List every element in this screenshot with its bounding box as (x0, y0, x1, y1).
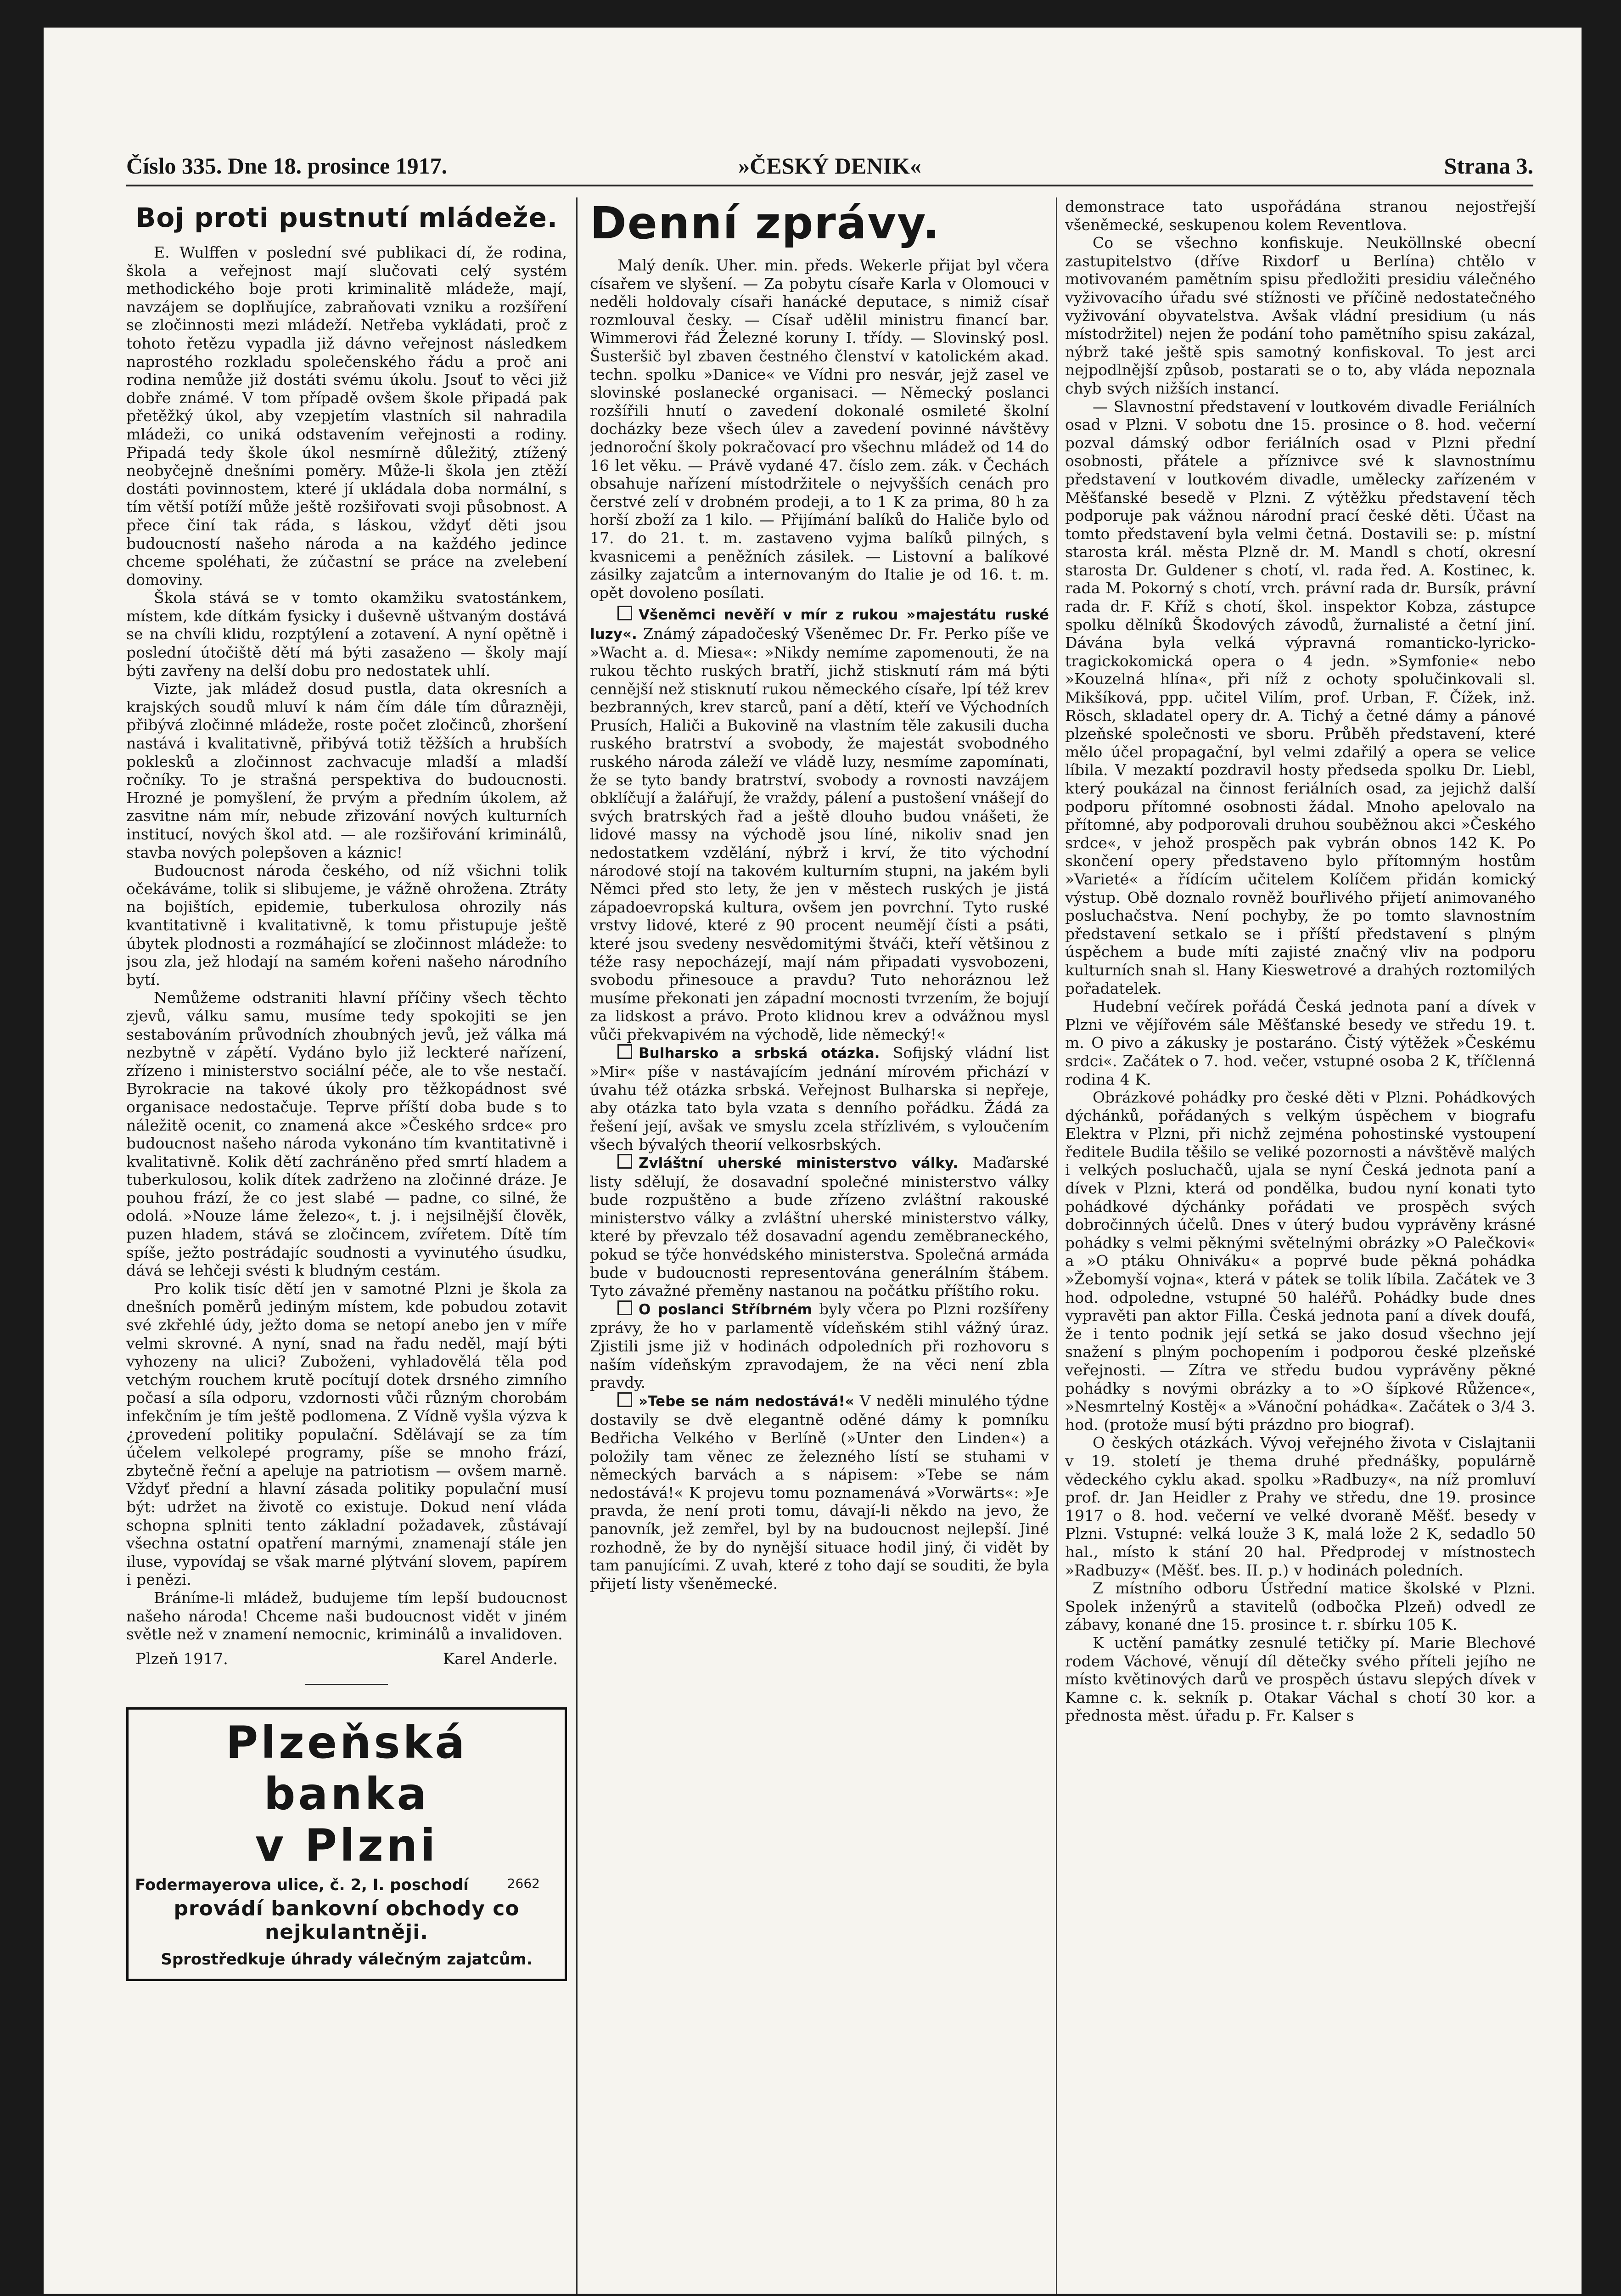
news-item (590, 605, 1049, 1043)
square-bullet-icon (617, 1044, 632, 1059)
news-item: Obrázkové pohádky pro české děti v Plzni. Pohádkových dýchánků, pořádaných s velkým úspěchem v biografu Elektra v Plzni, při nichž zejména pohostinské vystoupení ředitele Budila těšilo se veliké pozornosti a návštěvě malých i velkých posluchačů, ujala se nyní Česká jednota paní a dívek v Plzni, která od pondělka, budou nyní konati tyto pohádkové dýchánky pořádati ve prospěch svých dobročinných účelů. Dnes v úterý budou vyprávěny krásné pohádky s velmi pěknými světelnými obrázky »O Palečkovi« a »O ptáku Ohniváku« a poprvé bude pěkná pohádka »Žebomyší vojna«, která v pátek se tolik líbila. Začátek ve 3 hod. odpoledne, vstupné 50 haléřů. Pohádky bude dnes vypravěti pan aktor Filla. Česká jednota paní a dívek doufá, že i tento podnik její setká se jako dosud všechno její snažení s plným pochopením i podporou české plzeňské veřejnosti. — Zítra ve středu budou vyprávěny pěkné pohádky s novými obrázky a to »O šípkové Růžence«, »Nesmrtelný Kostěj« a »Vánoční pohádka«. Začátek o 3/4 3. hod. (protože musí býti prázdno pro biograf). (1065, 1088, 1536, 1434)
news-item: Malý deník. Uher. min. předs. Wekerle přijat byl včera císařem ve slyšení. — Za pobytu císaře Karla v Olomouci v neděli holdovaly císaři hanácké deputace, s nimiž císař rozmlouval česky. — Císař udělil ministru financí bar. Wimmerovi řád Železné koruny I. třídy. — Slovinský posl. Šusteršič byl zbaven čestného členství v katolickém akad. techn. spolku »Danice« ve Vídni pro nesvár, jejž zasel ve slovinské poslanecké organisaci. — Německý poslanci rozšířili hnutí o zavedení dokonalé osmileté školní docházky beze všech úlev a zavedení povinné návštěvy jednoroční školy pokračovací pro všechnu mládež od 14 do 16 let věku. — Právě vydané 47. číslo zem. zák. v Čechách obsahuje nařízení místodržitele o nejvyšších cenách pro čerstvé zelí v drobném prodeji, a to 1 K za prima, 80 h za horší zboží za 1 kilo. — Přijímání balíků do Haliče bylo od 17. do 21. t. m. zastaveno vyjma balíků pilných, s kvasnicemi a peněžních zásilek. — Listovní a balíkové zásilky zajatcům a internovaným do Italie je od 16. t. m. opět dovoleno posílati. (590, 256, 1049, 602)
ad-code: 2662 (507, 1875, 540, 1891)
news-item-text: Sofijský vládní list »Mir« píše v nastávajícím jednání mírovém přichází v úvahu též otázka srbská. Veřejnost Bulharska si nepřeje, aby otázka tato byla vzata s denního pořádku. Žádá za řešení její, avšak ve smyslu zcela střízlivém, s vyloučením všech bývalých theorií velkosrbských. (590, 1043, 1049, 1154)
section-title: Denní zprávy. (590, 197, 941, 249)
news-item-text: byly včera po Plzni rozšířeny zprávy, že ho v parlamentě vídeňském stihl vážný úraz. Zjistili jsme již v hodinách odpoledních při rozhovoru s naším vídeňským zpravodajem, že na věci není zbla pravdy. (590, 1300, 1049, 1392)
news-item: O českých otázkách. Vývoj veřejného života v Cislajtanii v 19. století je thema druhé přednášky, populárně vědeckého cyklu akad. spolku »Radbuzy«, na níž promluví prof. dr. Jan Heidler z Prahy ve středu, dne 19. prosince 1917 o 8. hod. večerní ve velké dvoraně Měšť. besedy v Plzni. Vstupné: velká louže 3 K, malá lože 2 K, sedadlo 50 hal., místo k stání 20 hal. Předprodej v místnostech »Radbuzy« (Měšť. bes. II. p.) v hodinách poledních. (1065, 1434, 1536, 1579)
column-divider (1056, 197, 1057, 2294)
ad-bank-city: v Plzni (255, 1819, 438, 1871)
article-paragraph: Pro kolik tisíc dětí jen v samotné Plzni je škola za dnešních poměrů jediným místem, kde pobudou zotavit své zkřehlé údy, ježto doma se netopí anebo jen v míře velmi skrovné. A nyní, snad na řadu neděl, mají býti vyhozeny na ulici? Zuboženi, vyhladovělá těla pod vetchým rouchem krutě pocítují dotek drsného zimního počasí a síla odporu, vzdornosti vůči různým chorobám infekčním je tím ještě podlomena. Z Vídně vyšla výzva k ¿provedení politiky populační. Sdělávají se za tím účelem velkolepé programy, píše se mnoho frází, zbytečně řeční a apeluje na patriotism — ovšem marně. Vždyť přední a hlavní zásada politiky populační musí být: udržet na životě co existuje. Dokud není vláda schopna splniti tento základní požadavek, zůstávají všechna ostatní opatření marnými, znamenají stále jen iluse, vypovídaj se však marné plýtvání slovem, papírem i penězi. (126, 1279, 567, 1589)
page-number: Strana 3. (1444, 153, 1533, 179)
newspaper-title: »ČESKÝ DENIK« (738, 153, 921, 179)
article-paragraph: Škola stává se v tomto okamžiku svatostánkem, místem, kde dítkám fysicky i duševně uštvaným dostává se na chvíli klidu, rozptýlení a zotavení. A nyní opětně i poslední útočiště dětí má býti zasaženo — školy mají býti zavřeny na delší dobu pro nedostatek uhlí. (126, 589, 567, 680)
newspaper-page (44, 28, 1582, 2294)
square-bullet-icon (617, 606, 632, 620)
article-paragraph: Nemůžeme odstraniti hlavní příčiny všech těchto zjevů, válku samu, musíme tedy spokojiti se jen sestabováním průvodních zhoubných jevů, jež válka má nezbytně v zápětí. Vydáno bylo již leckteré nařízení, zřízeno i ministerstvo sociální péče, ale to vše nestačí. Byrokracie na takové úkoly pro těžkopádnost své organisace nedostačuje. Teprve příští doba bude s to náležitě ocenit, co znamená akce »Českého srdce« pro budoucnost našeho národa vykonáno tím kvantitativně i kvalitativně. Kolik dětí zachráněno před smrtí hladem a tuberkulosou, kolik dítek zadrženo na zločinné dráze. Je pouhou frází, že co jest slabé — padne, co silné, že odolá. »Nouze láme železo«, t. j. i nejsilnější člověk, puzen hladem, stává se zločincem, zvířetem. Dítě tím spíše, ježto postrádajíc soudnosti a vyvinutého úsudku, dává se lehčeji svésti k bludným cestám. (126, 989, 567, 1280)
news-item-text: Známý západočeský Všeněmec Dr. Fr. Perko píše ve »Wacht a. d. Miesa«: »Nikdy nemíme zapomenouti, že na rukou těchto ruských bratří, jichž stisknutí rám má býti cennější než stisknutí rukou německého císaře, lpí též krev bezbranných, krev starců, paní a dětí, kteří ve Východních Prusích, Haliči a Bukovině na vlastním těle zakusili ducha ruského bratrství a svobody, že majestát svobodného ruského národa záleží ve vládě luzy, nesmíme zapomínati, že se tyto bandy bratrství, svobody a rovnosti navzájem obklíčují a žalářují, že vraždy, pálení a pustošení vnášejí do svých bratrských řad a ještě dlouho budou vnášeti, že lidové massy na východě jsou líné, nikoliv snad jen nedostatkem vzdělání, nýbrž i krví, že tito východní národové stojí na takovém kulturním stupni, na jakém byli Němci před sto lety, že jen v městech ruských je jistá západoevropská kultura, ovšem jen povrchní. Tyto ruské vrstvy lidové, které z 90 procent neumějí čísti a psáti, které jsou svedeny nesvědomitými štváči, kteří většinou z téže rasy nepocházejí, mají nám připadati vysvobozeni, svobodu přinesouce a pravdu? Tuto nehoráznou lež musíme překonati jen západní mocnosti tvrzením, že bojují za lidskost a právo. Proto klidnou krev a odvážnou mysl vůči překvapivém na východě, lide německý!« (590, 624, 1049, 1043)
news-item: demonstrace tato uspořádána stranou nejostřejší všeněmecké, seskupenou kolem Reventlova. (1065, 197, 1536, 234)
page-header (126, 134, 1533, 186)
news-item (590, 1392, 1049, 1593)
news-item: Hudební večírek pořádá Česká jednota paní a dívek v Plzni ve vějířovém sále Měšťanské besedy ve středu 19. t. m. O pivo a zákusky je postaráno. Čistý výtěžek »Českému srdci«. Začátek o 7. hod. večer, vstupné osoba 2 K, tříčlenná rodina 4 K. (1065, 997, 1536, 1088)
square-bullet-icon (617, 1300, 632, 1315)
news-item (590, 1044, 1049, 1154)
separator (305, 1684, 388, 1685)
issue-info: Číslo 335. Dne 18. prosince 1917. (126, 153, 448, 179)
article-paragraph: Budoucnost národa českého, od níž všichni tolik očekáváme, tolik si slibujeme, je vážně ohrožena. Ztráty na bojištích, epidemie, tuberkulosa ohrozily nás kvantitativně i kvalitativně, k tomu přistupuje ještě úbytek plodnosti a rozmáhající se zločinnost mládeže: to jsou zla, jež hlodají na samém kořeni našeho národního bytí. (126, 861, 567, 989)
article-headline: Boj proti pustnutí mládeže. (135, 202, 558, 233)
article-paragraph: Vizte, jak mládež dosud pustla, data okresních a krajských soudů mluví k nám čím dále tím důrazněji, přibývá zločinné mládeže, roste počet zločinců, zhoršení nastává i kvalitativně, přibývá totiž těžších a hrubších poklesků a zločinnost zachvacuje mladší a mladší ročníky. To je strašná perspektiva do budoucnosti. Hrozné je pomyšlení, že prvým a předním úkolem, až zasvitne nám mír, nebude zřizování nových kulturních institucí, nových škol atd. — ale rozšiřování kriminálů, stavba nových polepšoven a káznic! (126, 680, 567, 861)
news-item: Co se všechno konfiskuje. Neuköllnské obecní zastupitelstvo (dříve Rixdorf u Berlína) chtělo v motivovaném pamětním spisu předložiti presidiu válečného vyživovacího úřadu své stížnosti ve příčině nedostatečného vyživování obyvatelstva. Avšak vládní presidium (u nás místodržitel) nejen že podání toho pamětního spisu zakázal, nýbrž také ještě spis samotný konfiskoval. To jest arci nejpodlnější způsob, postarati se o to, aby vláda nepoznala chyb svých nižších instancí. (1065, 234, 1536, 397)
news-item: — Slavnostní představení v loutkovém divadle Feriálních osad v Plzni. V sobotu dne 15. prosince o 8. hod. večerní pozval dámský odbor feriálních osad v Plzni přední osobnosti, přátele a příznivce své k slavnostnímu představení v loutkovém divadle, umělecky zařízeném v Měšťanské besedě v Plzni. Z výtěžku představení těch podporuje pak vážnou národní prací české děti. Účast na tomto představení byla velmi četná. Dostavili se: p. místní starosta král. města Plzně dr. M. Mandl s chotí, okresní starosta Dr. Guldener s chotí, vl. rada řed. A. Kostinec, k. rada M. Pokorný s chotí, vrch. právní rada dr. Bursík, právní rada dr. F. Kříž s chotí, škol. inspektor Kobza, zástupce spolku dělníků Škodových závodů, žurnalisté a četní jiní. Dávána byla velká výpravná romanticko-lyricko-tragickokomická opera o 4 jedn. »Symfonie« nebo »Kouzelná hlína«, při níž z ochoty spolučinkovali sl. Mikšíková, ppp. učitel Vilím, prof. Urban, F. Čížek, inž. Rösch, skladatel opery dr. A. Tichý a četné dámy a pánové plzeňské společnosti ve sboru. Průběh představení, které mělo účel propagační, byl velmi zdařilý a opera se velice líbila. V mezaktí pozdravil hosty předseda spolku Dr. Liebl, který poukázal na činnost feriálních osad, za jejichž další podporu přítomné osobnosti žádal. Mnoho apelovalo na přítomné, aby podporovali druhou souběžnou akci »Českého srdce«, v jehož prospěch pak vybrán obnos 142 K. Po skončení opery představeno bylo přítomným hostům »Varieté« a řídícím učitelem Kolíčem přidán komický výstup. Obě doznalo rovněž bouřlivého přijetí animovaného posluchačstva. Není pochyby, že po tomto slavnostním představení setkalo se i příští představení s plným úspěchem a bude míti zajisté značný vliv na podporu kulturních snah sl. Hany Kieswetrové a drahých roztomilých pořadatelek. (1065, 397, 1536, 997)
article-paragraph: Bráníme-li mládež, budujeme tím lepší budoucnost našeho národa! Chceme naši budoucnost vidět v jiném světle než v znamení nemocnic, kriminálů a invalidoven. (126, 1588, 567, 1643)
column-divider (576, 197, 578, 2294)
column-middle (590, 197, 1049, 1593)
news-item: Z místního odboru Ústřední matice školské v Plzni. Spolek inženýrů a stavitelů (odbočka Plzeň) odvedl ze zábavy, konané dne 15. prosince t. r. sbírku 105 K. (1065, 1579, 1536, 1634)
news-item-text: V neděli minulého týdne dostavily se dvě elegantně oděné dámy k pomníku Bedřicha Velkého v Berlíně (»Unter den Linden«) a položily tam věnec ze železného lístí se stuhami v německých barvách a s nápisem: »Tebe se nám nedostává!« K projevu tomu poznamenává »Vorwärts«: »Je pravda, že není proti tomu, dávají-li někdo na jevo, že panovník, jež zemřel, byl by na budoucnost nejlepší. Jiné rozhodně, že by do nynější situace hodil jiný, či vidět by tam panujícími. Z uvah, které z toho dají se souditi, že byla přijetí listy všeněmecké. (590, 1391, 1049, 1593)
column-right (1065, 197, 1536, 1725)
square-bullet-icon (617, 1154, 632, 1169)
ad-note: Sprostředkuje úhrady válečným zajatcům. (161, 1950, 533, 1969)
article-signature (135, 1650, 558, 1668)
ad-services: provádí bankovní obchody co nejkulantněji. (174, 1896, 520, 1944)
article-paragraph: E. Wulffen v poslední své publikaci dí, že rodina, škola a veřejnost mají slučovati celý systém methodického boje proti kriminalitě mládeže, mají, navzájem se doplňujíce, zabraňovati vzniku a rozšíření se zločinnosti mezi mládeží. Netřeba vykládati, proč z tohoto řetězu vypadla již dávno veřejnost následkem naprostého rozkladu společenského řádu a proč ani rodina nemůže již dostáti svému úkolu. Jsouť to věci již dobře známé. V tom případě ovšem škole připadá pak přetěžký úkol, aby vzepjetím vlastních sil nahradila mládeži, co uniká odstavením veřejnosti a rodiny. Připadá tedy škole úkol nesmírně důležitý, ztížený neobyčejně dnešními poměry. Může-li škola jen ztěží dostáti povinnostem, které jí ukládala doba normální, s tím větší potíží může ještě rozšiřovati svoji působnost. A přece činí tak ráda, s láskou, vždyť děti jsou budoucností našeho národa a na každého jedince chceme spoléhati, že zúčastní se práce na zvelebení domoviny. (126, 243, 567, 589)
news-item-title: Zvláštní uherské ministerstvo války. (639, 1155, 959, 1172)
news-item-title: Všeněmci nevěří v mír z rukou »majestátu ruské luzy«. (590, 607, 1049, 642)
ad-address-text: Fodermayerova ulice, č. 2, I. poschodí (135, 1875, 469, 1894)
ad-address (135, 1876, 558, 1894)
signature-place: Plzeň 1917. (135, 1649, 228, 1668)
news-item-title: Bulharsko a srbská otázka. (639, 1045, 880, 1062)
news-item (590, 1154, 1049, 1300)
signature-author: Karel Anderle. (443, 1649, 558, 1668)
news-item-title: O poslanci Stříbrném (639, 1301, 812, 1318)
news-item-title: »Tebe se nám nedostává!« (639, 1393, 854, 1410)
news-item: K uctění památky zesnulé tetičky pí. Marie Blechové rodem Váchové, věnují díl dětečky svého příteli jejího ne místo květinových darů ve prospěch ústavu slepých dívek v Kamne c. k. sekník p. Otakar Váchal s chotí 30 kor. a přednosta měst. úřadu p. Fr. Kalser s (1065, 1633, 1536, 1725)
bank-advertisement (126, 1707, 567, 1981)
news-item (590, 1300, 1049, 1392)
square-bullet-icon (617, 1392, 632, 1407)
ad-bank-name: Plzeňská banka (225, 1716, 468, 1820)
news-item-text: Maďarské listy sdělují, že dosavadní společné ministerstvo války bude rozpuštěno a bude zřízeno zvláštní rakouské ministerstvo války a zvláštní uherské ministerstvo války, které by převzalo též dosavadní agendu zeměbraneckého, pokud se týče honvédského ministerstva. Společná armáda bude v budoucnosti representována generálním štábem. Tyto závažné přeměny nastanou na počátku příštího roku. (590, 1154, 1049, 1300)
column-left (126, 197, 567, 1981)
